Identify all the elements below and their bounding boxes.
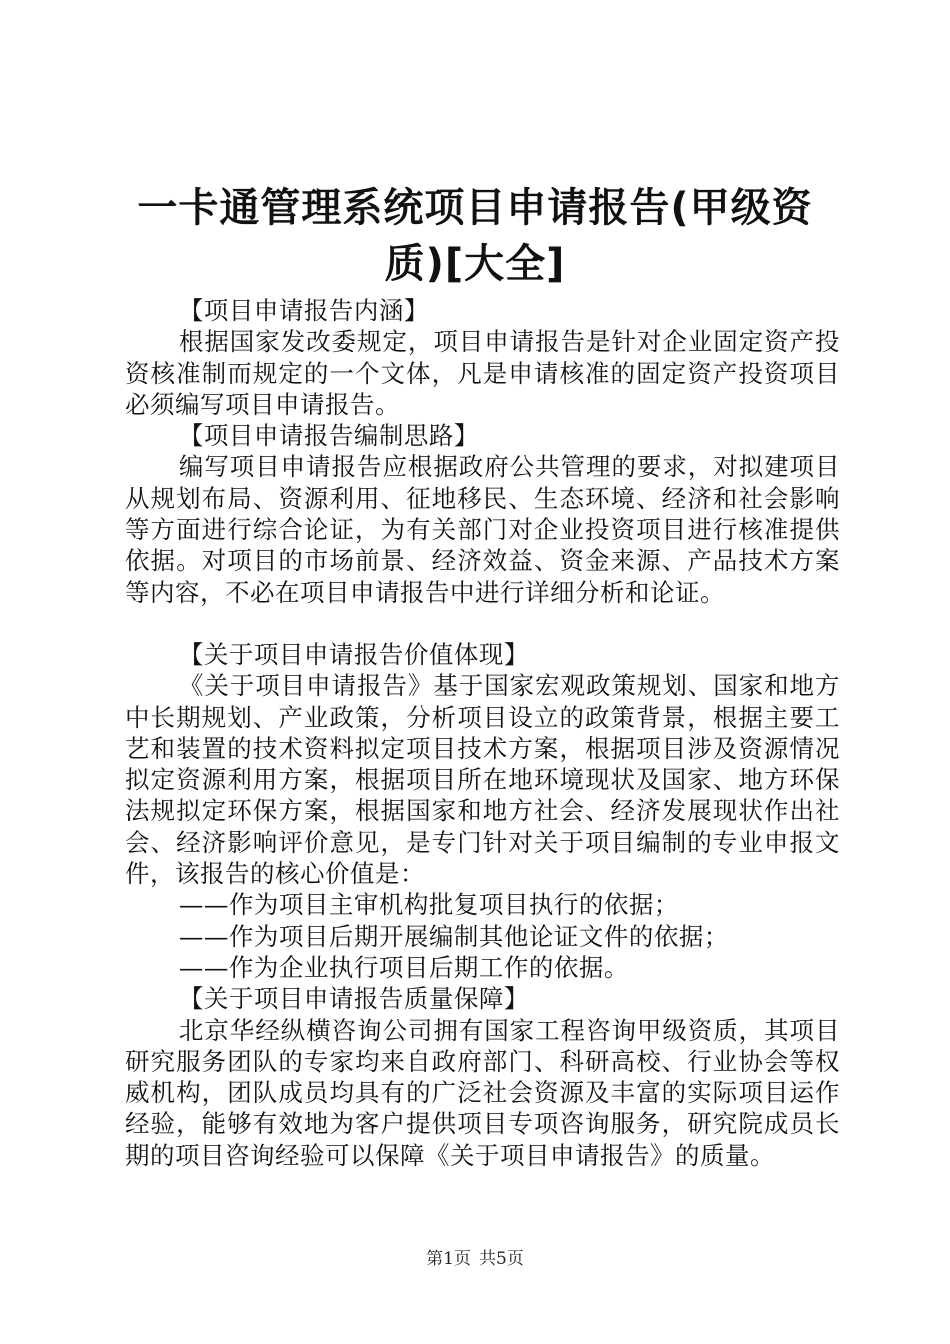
- document-body: [125, 295, 840, 1171]
- paragraph-connotation: 根据国家发改委规定，项目申请报告是针对企业固定资产投资核准制而规定的一个文体，凡是申请核准的固定资产投资项目必须编写项目申请报告。: [125, 327, 840, 419]
- page-footer: [0, 1244, 950, 1269]
- value-list-item: ——作为项目后期开展编制其他论证文件的依据；: [178, 921, 729, 951]
- section-heading-approach: 【项目申请报告编制思路】: [178, 421, 479, 451]
- section-heading-value: 【关于项目申请报告价值体现】: [178, 639, 529, 669]
- value-list-item: ——作为项目主审机构批复项目执行的依据；: [178, 890, 679, 920]
- document-title: 一卡通管理系统项目申请报告(甲级资质)[大全]: [137, 185, 813, 287]
- paragraph-approach: 编写项目申请报告应根据政府公共管理的要求，对拟建项目从规划布局、资源利用、征地移民、生态环境、经济和社会影响等方面进行综合论证，为有关部门对企业投资项目进行核准提供依据。对项目的市场前景、经济效益、资金来源、产品技术方案等内容，不必在项目申请报告中进行详细分析和论证。: [125, 452, 840, 607]
- section-heading-connotation: 【项目申请报告内涵】: [178, 296, 429, 325]
- value-list-item: ——作为企业执行项目后期工作的依据。: [178, 952, 629, 982]
- paragraph-gap: [125, 608, 840, 639]
- page-total: 共5页: [479, 1249, 524, 1269]
- section-heading-quality: 【关于项目申请报告质量保障】: [178, 984, 529, 1014]
- page-number: 第1页: [426, 1249, 471, 1269]
- paragraph-quality: 北京华经纵横咨询公司拥有国家工程咨询甲级资质，其项目研究服务团队的专家均来自政府部门、科研高校、行业协会等权威机构，团队成员均具有的广泛社会资源及丰富的实际项目运作经验，能够有效地为客户提供项目专项咨询服务，研究院成员长期的项目咨询经验可以保障《关于项目申请报告》的质量。: [125, 1015, 840, 1170]
- paragraph-value: 《关于项目申请报告》基于国家宏观政策规划、国家和地方中长期规划、产业政策，分析项目设立的政策背景，根据主要工艺和装置的技术资料拟定项目技术方案，根据项目涉及资源情况拟定资源利用方案，根据项目所在地环境现状及国家、地方环保法规拟定环保方案，根据国家和地方社会、经济发展现状作出社会、经济影响评价意见，是专门针对关于项目编制的专业申报文件，该报告的核心价值是：: [125, 671, 840, 889]
